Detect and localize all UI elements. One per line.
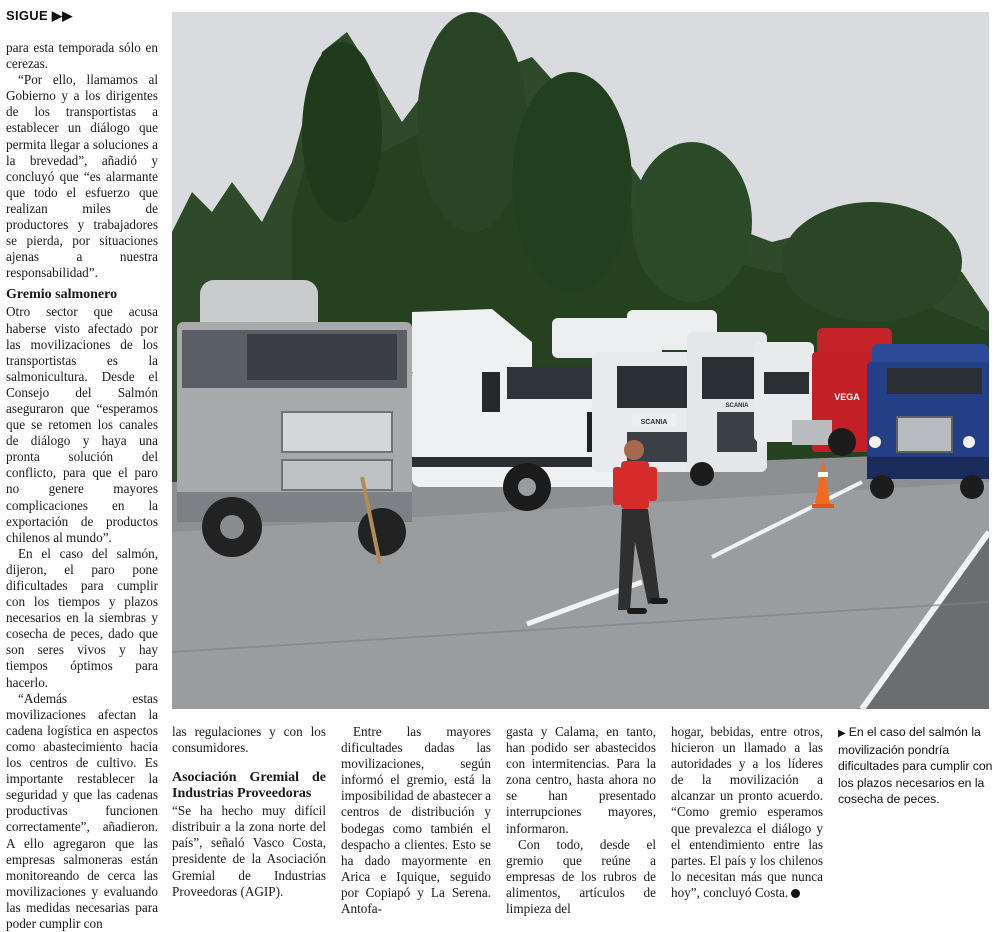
- continue-arrows-icon: ▶▶: [51, 8, 73, 23]
- article-column-5: [671, 724, 823, 910]
- paragraph: hogar, bebidas, entre otros, hicieron un llamado a las autoridades y a los líderes de la movilización a alcanzar un pronto acuerdo. “Como gremio esperamos que prevalezca el diálogo y el entendimiento entre las partes. El país y los chilenos lo necesitan más que nunca hoy”, concluyó Costa.: [671, 724, 823, 900]
- end-of-article-icon: [791, 889, 800, 898]
- article-column-4: [506, 724, 656, 917]
- article-photo-trucks: [172, 12, 989, 709]
- subheading-asociacion-gremial: Asociación Gremial de Industrias Proveedoras: [172, 770, 326, 802]
- paragraph: “Se ha hecho muy difícil distribuir a la zona norte del país”, señaló Vasco Costa, presidente de la Asociación Gremial de Industrias Proveedoras (AGIP).: [172, 803, 326, 899]
- caption-text: En el caso del salmón la movilización pondría dificultades para cumplir con los plazos necesarios en la cosecha de peces.: [838, 725, 993, 806]
- paragraph: Entre las mayores dificultades dadas las movilizaciones, según informó el gremio, está la imposibilidad de abastecer a centros de distribución y bodegas como también el despacho a clientes. Esto se ha dado mayormente en Arica e Iquique, seguido por Copiapó y La Serena. Antofa-: [341, 724, 491, 917]
- subheading-gremio-salmonero: Gremio salmonero: [6, 287, 118, 303]
- truck-brand-text: SCANIA: [640, 419, 668, 426]
- truck-blue: [867, 344, 989, 499]
- truck-brand-text: SCANIA: [725, 403, 749, 409]
- continue-label: SIGUE: [6, 8, 48, 23]
- truck-silver-cabover: [177, 280, 412, 564]
- article-column-left: [6, 40, 158, 931]
- paragraph: Otro sector que acusa haberse visto afectado por las movilizaciones de los transportistas es la salmonicultura. Desde el Consejo del Salmón aseguraron que “esperamos que se retomen los canales de diálogo y haya una pronta solución del conflicto, para que el paro no genere mayores complicaciones en la exportación de productos chilenos al mundo”.: [6, 304, 158, 545]
- caption-arrow-icon: ▶: [838, 728, 846, 739]
- paragraph: “Por ello, llamamos al Gobierno y a los dirigentes de los transportistas a establecer un diálogo que permita llegar a soluciones a la brevedad”, añadió y concluyó que “es alarmante que todo el esfuerzo que realizan miles de productores y trabajadores se pierda, por situaciones ajenas a nuestra responsabilidad”.: [6, 72, 158, 281]
- paragraph: para esta temporada sólo en cerezas.: [6, 40, 158, 72]
- paragraph: En el caso del salmón, dijeron, el paro pone dificultades para cumplir con los tiempos y plazos necesarios en la siembras y cosecha de peces, dado que son seres vivos y hay tiempos óptimos para hacerlo.: [6, 545, 158, 690]
- photo-caption: [838, 724, 994, 807]
- continue-marker: [6, 8, 73, 24]
- paragraph: “Además estas movilizaciones afectan la cadena logística en aspectos como abastecimiento hacia los centros de cultivo. Es importante restablecer la seguridad y que las cadenas productivas funcionen correctamente”, añadieron. A ello agregaron que las empresas salmoneras están monitoreando de cerca las movilizaciones y evaluando las medidas necesarias para poder cumplir con: [6, 690, 158, 931]
- paragraph: Con todo, desde el gremio que reúne a empresas de los rubros de alimentos, artículos de limpieza del: [506, 836, 656, 917]
- paragraph: las regulaciones y con los consumidores.: [172, 724, 326, 756]
- paragraph: gasta y Calama, en tanto, han podido ser abastecidos con intermitencias. Para la zona centro, hasta ahora no se han presentado interrupciones mayores, informaron.: [506, 724, 656, 836]
- truck-brand-text: VEGA: [834, 392, 860, 402]
- article-column-3: [341, 724, 491, 917]
- article-column-2: [172, 724, 326, 910]
- trucks-scene-illustration: [172, 12, 989, 709]
